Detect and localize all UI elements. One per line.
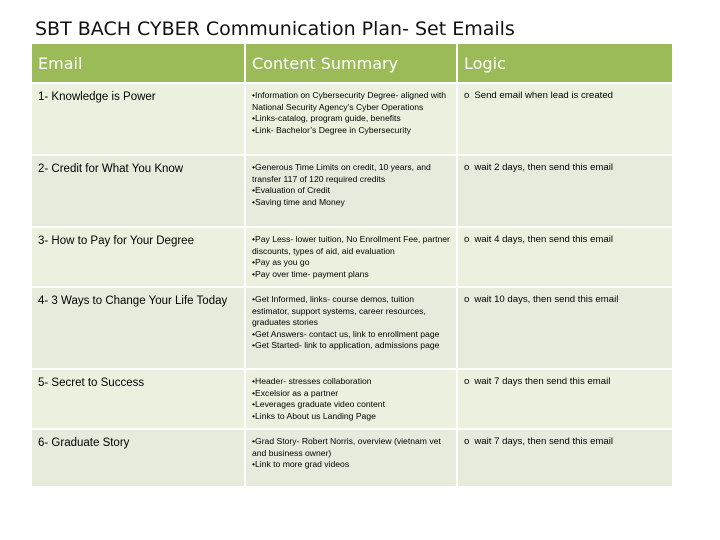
summary-bullet	[252, 340, 450, 352]
table-row	[32, 84, 672, 154]
logic-text: wait 4 days, then send this email	[474, 234, 613, 245]
summary-text: Evaluation of Credit	[255, 185, 331, 195]
column-header-content-summary: Content Summary	[246, 44, 456, 82]
summary-bullet	[252, 269, 450, 281]
summary-text: Get Informed, links- course demos, tuition estimator, support systems, career resources, graduates stories	[252, 294, 426, 327]
summary-bullet	[252, 197, 450, 209]
page-title: SBT BACH CYBER Communication Plan- Set Emails	[35, 18, 515, 40]
summary-bullet	[252, 125, 450, 137]
content-summary-cell	[246, 370, 456, 428]
summary-text: Pay over time- payment plans	[255, 268, 369, 279]
email-name: 2- Credit for What You Know	[38, 163, 184, 175]
summary-bullet	[252, 388, 450, 400]
column-header-email: Email	[32, 44, 244, 82]
summary-bullet	[252, 185, 450, 197]
summary-bullet	[252, 329, 450, 341]
communication-plan-table	[30, 42, 674, 488]
table-row	[32, 288, 672, 368]
content-summary-cell	[246, 430, 456, 486]
summary-bullet	[252, 399, 450, 411]
summary-bullet	[252, 411, 450, 423]
summary-bullet	[252, 234, 450, 257]
content-summary-cell	[246, 156, 456, 226]
summary-text: Get Answers- contact us, link to enrollment page	[255, 328, 440, 339]
logic-marker: o	[464, 376, 470, 387]
column-header-logic: Logic	[458, 44, 672, 82]
logic-cell	[458, 84, 672, 154]
logic-cell	[458, 430, 672, 486]
logic-cell	[458, 288, 672, 368]
summary-text: Links to About us Landing Page	[255, 410, 376, 421]
email-name: 3- How to Pay for Your Degree	[38, 235, 194, 247]
summary-bullet	[252, 257, 450, 269]
logic-text: wait 10 days, then send this email	[474, 294, 619, 305]
email-name-cell	[32, 430, 244, 486]
summary-text: Pay Less- lower tuition, No Enrollment Fee, partner discounts, types of aid, aid evaluation	[252, 234, 450, 256]
table-row	[32, 156, 672, 226]
email-name-cell	[32, 288, 244, 368]
summary-text: Link- Bachelor’s Degree in Cybersecurity	[255, 124, 411, 135]
summary-bullet	[252, 162, 450, 185]
email-name: 4- 3 Ways to Change Your Life Today	[38, 295, 228, 307]
logic-marker: o	[464, 294, 470, 305]
summary-text: Links-catalog, program guide, benefits	[255, 113, 401, 123]
logic-marker: o	[464, 90, 470, 101]
summary-text: Get Started- link to application, admissions page	[255, 340, 440, 350]
summary-text: Link to more grad videos	[255, 459, 350, 469]
summary-text: Generous Time Limits on credit, 10 years, and transfer 117 of 120 required credits	[252, 162, 431, 184]
email-name-cell	[32, 84, 244, 154]
email-name-cell	[32, 228, 244, 286]
logic-text: Send email when lead is created	[474, 90, 614, 101]
table-row	[32, 430, 672, 486]
table-row	[32, 228, 672, 286]
logic-marker: o	[464, 234, 470, 245]
summary-text: Excelsior as a partner	[255, 387, 339, 398]
logic-text: wait 2 days, then send this email	[474, 162, 613, 173]
logic-marker: o	[464, 436, 470, 447]
email-name-cell	[32, 156, 244, 226]
summary-text: Header- stresses collaboration	[255, 376, 372, 386]
content-summary-cell	[246, 288, 456, 368]
logic-cell	[458, 156, 672, 226]
header-row	[32, 44, 672, 82]
email-name: 1- Knowledge is Power	[38, 91, 156, 103]
logic-text: wait 7 days, then send this email	[474, 436, 613, 447]
content-summary-cell	[246, 228, 456, 286]
summary-text: Saving time and Money	[255, 196, 345, 207]
logic-cell	[458, 228, 672, 286]
summary-text: Leverages graduate video content	[255, 399, 385, 409]
summary-text: Pay as you go	[255, 257, 310, 267]
summary-text: Grad Story- Robert Norris, overview (vietnam vet and business owner)	[252, 436, 441, 458]
logic-marker: o	[464, 162, 470, 173]
summary-bullet	[252, 436, 450, 459]
logic-cell	[458, 370, 672, 428]
logic-text: wait 7 days then send this email	[474, 376, 611, 387]
content-summary-cell	[246, 84, 456, 154]
summary-bullet	[252, 90, 450, 113]
email-name: 6- Graduate Story	[38, 437, 130, 449]
email-name-cell	[32, 370, 244, 428]
summary-bullet	[252, 459, 450, 471]
summary-bullet	[252, 294, 450, 329]
summary-bullet	[252, 376, 450, 388]
email-name: 5- Secret to Success	[38, 377, 145, 389]
summary-text: Information on Cybersecurity Degree- aligned with National Security Agency’s Cyber Operations	[252, 90, 447, 112]
summary-bullet	[252, 113, 450, 125]
table-row	[32, 370, 672, 428]
